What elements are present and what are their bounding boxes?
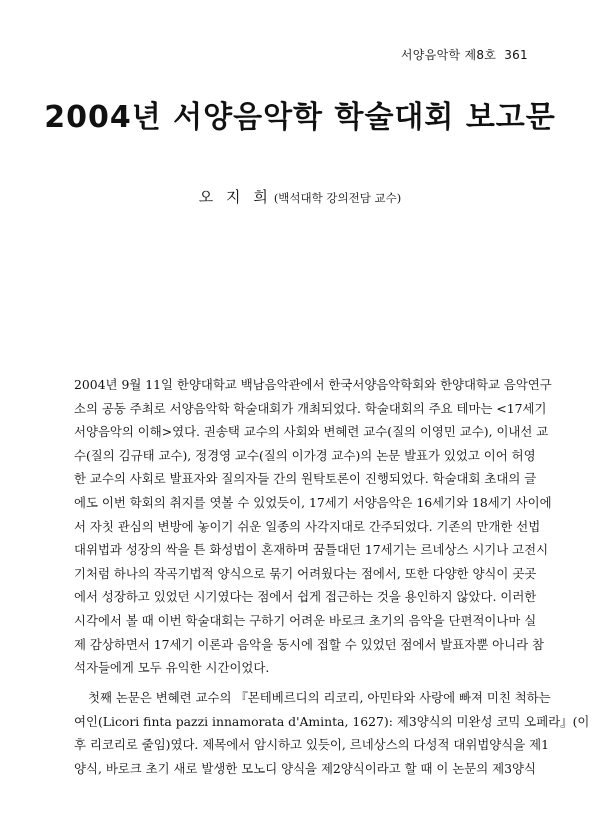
text-line: 서양음악의 이해>였다. 권송택 교수의 사회와 변혜련 교수(질의 이영민 교수), 이내선 교 [74, 424, 549, 440]
author-name: 오 지 희 [198, 188, 272, 206]
text-line: 대위법과 성장의 싹을 튼 화성법이 혼재하며 꿈틀대던 17세기는 르네상스 시기나 고전시 [74, 542, 549, 558]
text-line: 석자들에게 모두 유익한 시간이었다. [74, 660, 270, 676]
text-line: 수(질의 김규태 교수), 정경영 교수(질의 이가경 교수)의 논문 발표가 있었고 이어 허영 [74, 447, 536, 463]
text-line: 2004년 9월 11일 한양대학교 백남음악관에서 한국서양음악학회와 한양대학교 음악연구 [74, 377, 552, 392]
paragraph-1 [74, 373, 552, 680]
paragraph-2 [74, 686, 590, 780]
text-line: 에서 성장하고 있었던 시기였다는 점에서 쉽게 접근하는 것을 용인하지 않았다. 이러한 [74, 589, 537, 605]
text-line: 양식, 바로크 초기 새로 발생한 모노디 양식을 제2양식이라고 할 때 이 논문의 제3양식 [74, 760, 536, 776]
text-line: 서 자칫 관심의 변방에 놓이기 쉬운 일종의 사각지대로 간주되었다. 기존의 만개한 선법 [74, 518, 541, 534]
text-line: 시각에서 볼 때 이번 학술대회는 구하기 어려운 바로크 초기의 음악을 단편적이나마 실 [74, 612, 537, 628]
page-number: 361 [504, 48, 528, 62]
text-line: 에도 이번 학회의 취지를 엿볼 수 있었듯이, 17세기 서양음악은 16세기와 18세기 사이에 [74, 494, 552, 510]
running-header [401, 46, 528, 63]
author-affiliation: (백석대학 강의전담 교수) [273, 191, 402, 205]
text-line: 제 감상하면서 17세기 이론과 음악을 동시에 접할 수 있었던 점에서 발표자뿐 아니라 참 [74, 636, 544, 652]
text-line: 기처럼 하나의 작곡기법적 양식으로 묶기 어려웠다는 점에서, 또한 다양한 양식이 곳곳 [74, 565, 537, 581]
text-line: 한 교수의 사회로 발표자와 질의자들 간의 원탁토론이 진행되었다. 학술대회 초대의 글 [74, 471, 537, 487]
text-line: 소의 공동 주최로 서양음악학 학술대회가 개최되었다. 학술대회의 주요 테마는 <17세기 [74, 400, 547, 416]
text-line: 후 리코리로 줄임)였다. 제목에서 암시하고 있듯이, 르네상스의 다성적 대위법양식을 제1 [74, 737, 549, 753]
article-title: 2004년 서양음악학 학술대회 보고문 [44, 100, 556, 135]
journal-issue: 서양음악학 제8호 [400, 48, 497, 62]
byline [0, 186, 600, 207]
text-line: 첫째 논문은 변혜련 교수의 『몬테베르디의 리코리, 아민타와 사랑에 빠져 미친 척하는 [88, 690, 551, 705]
text-line: 여인(Licori finta pazzi innamorata d'Aminta, 1627): 제3양식의 미완성 코믹 오페라』(이 [74, 713, 590, 729]
